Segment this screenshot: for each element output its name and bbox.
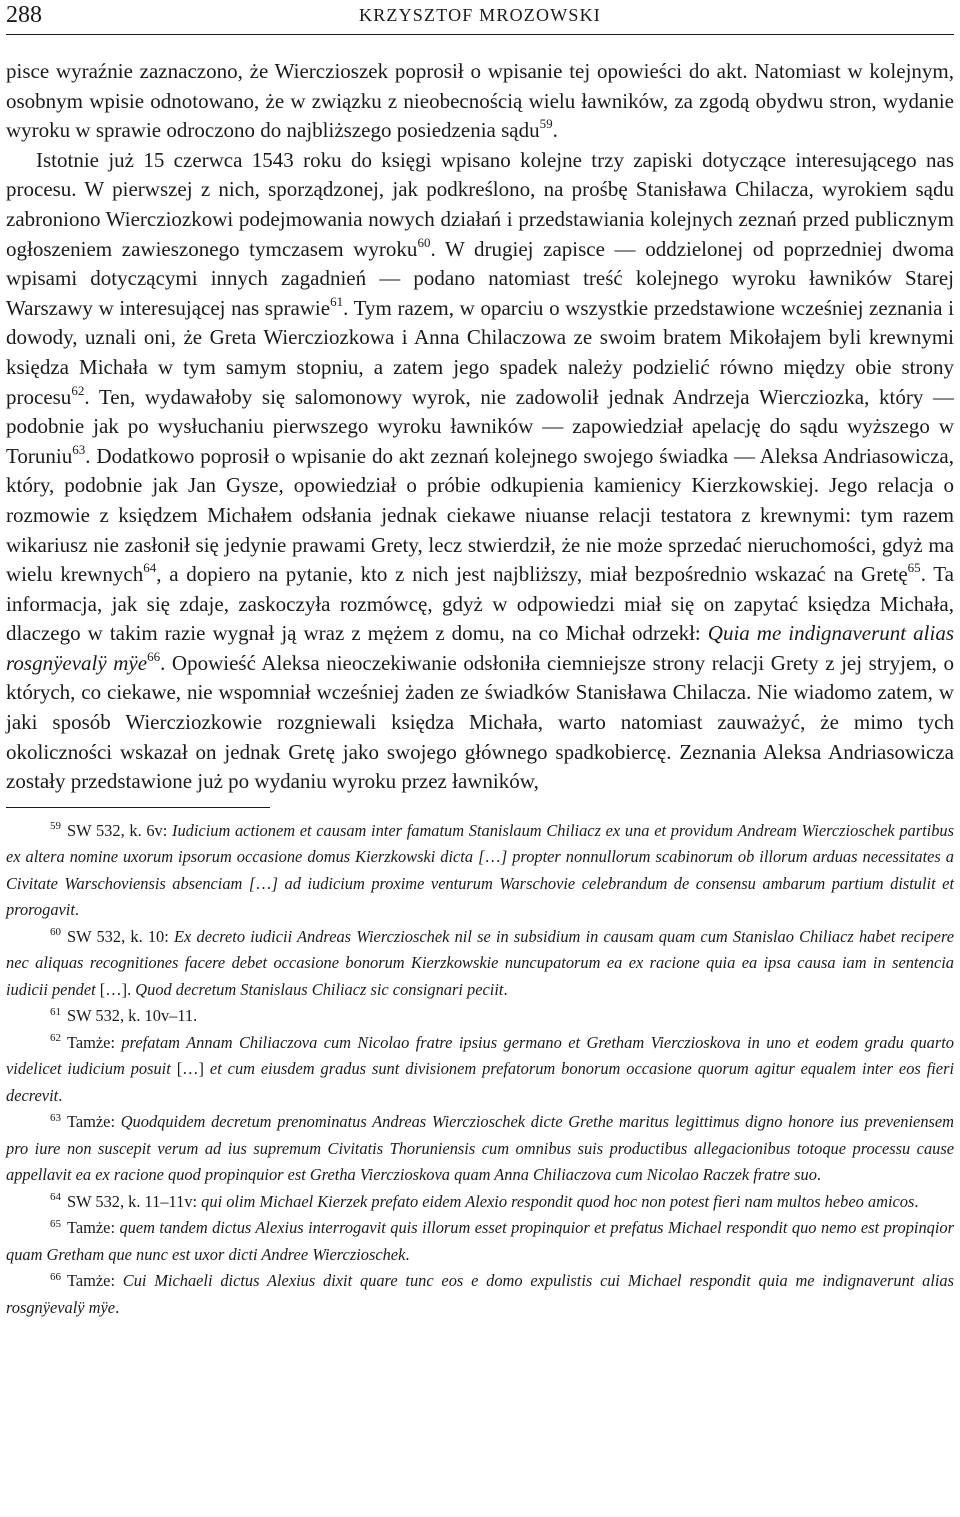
- footnotes: [6, 818, 954, 1322]
- footnote-number: 61: [50, 1005, 61, 1018]
- footnote-number: 65: [50, 1217, 61, 1230]
- footnote-ref-63[interactable]: 63: [72, 441, 86, 457]
- footnote-source: Tamże:: [67, 1112, 121, 1132]
- footnote-62: [6, 1030, 954, 1110]
- footnote-63: [6, 1109, 954, 1189]
- footnote-source: SW 532, k. 10:: [67, 926, 175, 946]
- footnote-ref-64[interactable]: 64: [143, 560, 157, 576]
- footnote-number: 63: [50, 1111, 61, 1124]
- page-number: 288: [6, 2, 42, 28]
- footnote-number: 66: [50, 1270, 61, 1283]
- footnote-latin: Cui Michaeli dictus Alexius dixit quare tunc eos e domo expulistis cui Michael respondit quia me indignaverunt alias rosgnÿevalÿ mÿe: [6, 1271, 954, 1317]
- footnote-latin: quem tandem dictus Alexius interrogavit quis illorum esset propinquior et prefatus Michael respondit quo nemo est propinqior quam Gretham que nunc est uxor dicti Andree Wiercziosсhek: [6, 1218, 954, 1264]
- footnote-end: .: [405, 1244, 410, 1264]
- paragraph-text: .: [552, 118, 558, 143]
- footnote-number: 62: [50, 1032, 61, 1045]
- footnote-source: Tamże:: [67, 1032, 122, 1052]
- footnote-source: SW 532, k. 6v:: [67, 820, 173, 840]
- paragraph-text: , a dopiero na pytanie, kto z nich jest najbliższy, miał bezpośrednio wskazać na Gretę: [156, 562, 908, 587]
- paragraph-text: pisce wyraźnie zaznaczono, że Wierczioszek poprosił o wpisanie tej opowieści do akt. Natomiast w kolejnym, osobnym wpisie odnotowano, że w związku z nieobecnością wielu ławników, za zgodą obydwu stron, wydanie wyroku w sprawie odroczono do najbliższego posiedzenia sądu: [6, 59, 954, 143]
- running-title: KRZYSZTOF MROZOWSKI: [359, 5, 601, 25]
- footnote-end: .: [115, 1297, 120, 1317]
- paragraph-2: [6, 146, 954, 797]
- footnote-latin: Ex decreto iudicii Andreas Wiercziosсhek nil se in subsidium in causam quam cum Stanislao Chiliacz habet recipere nec aliquas recognitiones facere debet occasione bonorum Kierzkowskie nuncupatorum ea ex racione quia ea ipsa causa iam in sentencia iudicii pendet: [6, 926, 954, 999]
- footnote-59: [6, 818, 954, 924]
- footnote-66: [6, 1268, 954, 1321]
- footnote-end: .: [58, 1085, 63, 1105]
- footnote-ref-62[interactable]: 62: [71, 382, 85, 398]
- paragraph-text: . Opowieść Aleksa nieoczekiwanie odsłoniła ciemniejsze strony relacji Grety z jej stryjem, o których, co ciekawe, nie wspomniał wcześniej żaden ze świadków Stanisława Chilacza. Nie wiadomo zatem, w jaki sposób Wiercziozkowie rozgniewali księdza Michała, warto natomiast zauważyć, że mimo tych okoliczności wskazał on jednak Gretę jako swojego głównego spadkobiercę. Zeznania Aleksa Andriasowicza zostały przedstawione już po wydaniu wyroku przez ławników,: [6, 650, 954, 794]
- footnote-separator: [6, 807, 270, 808]
- footnote-end: .: [816, 1165, 822, 1185]
- paragraph-1: [6, 57, 954, 146]
- footnote-latin: Quodquidem decretum prenominatus Andreas Wiercziosсhek dicte Grethe maritus legittimus digno honore ius preveniensem pro iure non suscepit verum ad ius supremum Civitatis Thoruniensis cum omnibus suis productibus allegacionibus totoque processu cause appellavit ea ex racione quod propinquior est Gretha Vierczioskova quam Anna Chiliaczova cum Nicolao Raczek fratre suo: [6, 1112, 955, 1185]
- footnote-64: [6, 1189, 954, 1216]
- footnote-65: [6, 1215, 954, 1268]
- latin-quote: Quia me indignaverunt alias rosgnÿevalÿ mÿe: [6, 621, 954, 675]
- footnote-latin: ] ad iudicium proxime venturum Warschovie celebrandum de consensu ambarum partium distulit et prorogavit: [6, 873, 954, 920]
- footnote-ref-60[interactable]: 60: [417, 234, 431, 250]
- footnote-latin: Quod decretum Stanislaus Chiliacz sic consignari peciit: [135, 979, 504, 999]
- footnote-ellipsis: […].: [95, 979, 136, 999]
- footnote-latin: ] propter nonnullorum scabinorum ob illorum arduas necessitates a Civitate Warschoviensis absenciam [: [6, 847, 954, 893]
- footnote-latin: prefatam Annam Chiliaczova cum Nicolao fratre ipsius germano et Gretham Vierczioskova in uno et eodem gradu quarto videlicet iudicium posuit: [6, 1032, 955, 1079]
- paragraph-text: Istotnie już 15 czerwca 1543 roku do księgi wpisano kolejne trzy zapiski dotyczące interesującego nas procesu. W pierwszej z nich, sporządzonej, jak podkreślono, na prośbę Stanisława Chilacza, wyrokiem sądu zabroniono Wiercziozkowi podejmowania nowych działań i przedstawiania kolejnych zeznań przed publicznym ogłoszeniem zawieszonego tymczasem wyroku: [6, 147, 954, 261]
- footnote-number: 59: [50, 820, 61, 833]
- footnote-ref-61[interactable]: 61: [330, 293, 344, 309]
- footnote-source: Tamże:: [67, 1218, 120, 1238]
- paragraph-text: . Tym razem, w oparciu o wszystkie przedstawione wcześniej zeznania i dowody, uznali oni, że Greta Wiercziozkowa i Anna Chilaczowa ze swoim bratem Mikołajem byli krewnymi księdza Michała w tym samym stopniu, a zatem jego spadek należy podzielić równo między obie strony procesu: [6, 295, 954, 409]
- footnote-ref-66[interactable]: 66: [147, 648, 161, 664]
- footnote-61: [6, 1003, 954, 1030]
- footnote-source: SW 532, k. 10v–11.: [67, 1006, 198, 1026]
- footnote-ellipsis: …: [255, 873, 272, 893]
- paragraph-text: . Dodatkowo poprosił o wpisanie do akt zeznań kolejnego swojego świadka — Aleksa Andriasowicza, który, podobnie jak Jan Gysze, opowiedział o próbie odkupienia kamienicy Kierzkowskiej. Jego relacja o rozmowie z księdzem Michałem odsłania jednak ciekawe niuanse relacji testatora z krewnymi: tym razem wikariusz nie zasłonił się jedynie prawami Grety, lecz stwierdził, że nie może sprzedać nieruchomości, gdyż ma wielu krewnych: [6, 443, 954, 587]
- footnote-latin: qui olim Michael Kierzek prefato eidem Alexio respondit quod hoc non potest fieri nam multos hebeo amicos: [201, 1191, 915, 1211]
- footnote-source: Tamże:: [67, 1271, 123, 1291]
- footnote-end: .: [74, 900, 80, 920]
- footnote-number: 60: [50, 926, 61, 939]
- paragraph-text: . W drugiej zapisce — oddzielonej od poprzedniej dwoma wpisami dotyczącymi innych zagadnień — podano natomiast treść kolejnego wyroku ławników Starej Warszawy w interesującej nas sprawie: [6, 236, 954, 320]
- footnote-ref-65[interactable]: 65: [907, 560, 921, 576]
- footnote-end: .: [503, 979, 508, 999]
- footnote-number: 64: [50, 1191, 61, 1204]
- footnote-ellipsis: […]: [170, 1059, 210, 1079]
- paragraph-text: . Ta informacja, jak się zdaje, zaskoczyła rozmówcę, gdyż w odpowiedzi miał się on zapytać księdza Michała, dlaczego w takim razie wygnał ją wraz z mężem z domu, na co Michał odrzekł:: [6, 562, 954, 646]
- running-head: [6, 0, 954, 35]
- paragraph-text: . Ten, wydawałoby się salomonowy wyrok, nie zadowolił jednak Andrzeja Wiercziozka, który — podobnie jak po wysłuchaniu pierwszego wyroku ławników — zapowiedział apelację do sądu wyższego w Toruniu: [6, 384, 954, 468]
- footnote-latin: Iudicium actionem et causam inter famatum Stanislaum Chiliacz ex una et providum Andream Wiercziosсhek partibus ex altera nomine uxorum ipsorum occasione domus Kierzkowski dicta [: [6, 820, 955, 867]
- footnote-source: SW 532, k. 11–11v:: [67, 1191, 202, 1211]
- footnote-latin: et cum eiusdem gradus sunt divisionem prefatorum bonorum occasione quorum agitur equalem inter eos fieri decrevit: [6, 1059, 955, 1105]
- footnote-ellipsis: …: [484, 847, 501, 867]
- footnote-end: .: [914, 1191, 919, 1211]
- footnote-60: [6, 924, 954, 1004]
- body-text: [6, 57, 954, 797]
- footnote-ref-59[interactable]: 59: [539, 116, 553, 132]
